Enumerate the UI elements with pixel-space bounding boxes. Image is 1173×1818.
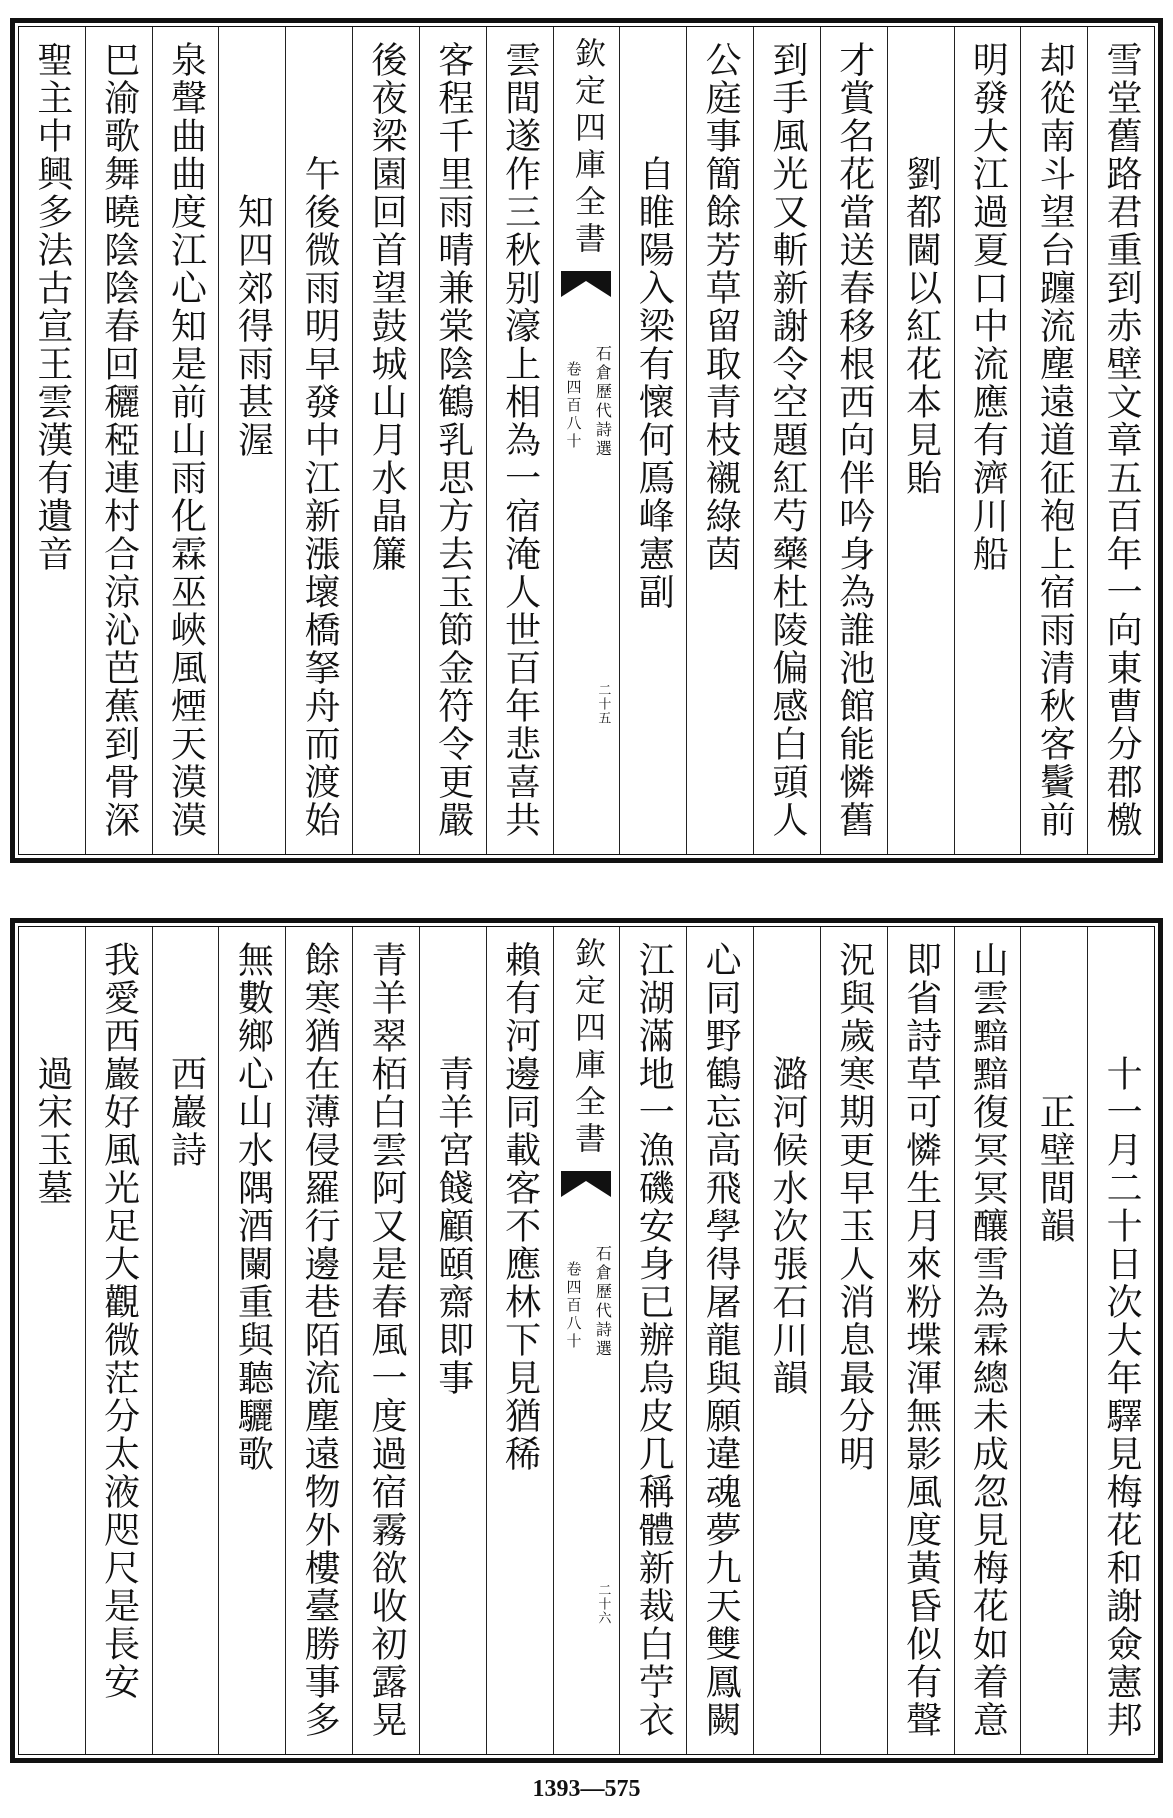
text-column (753, 927, 820, 1754)
text-column (352, 927, 419, 1754)
leaf-number: 二十五 (595, 683, 611, 725)
text-column (686, 27, 753, 854)
verse-column: 無數鄉心山水隅酒闌重與聽驪歌 (232, 941, 274, 1473)
poem-title-continuation: 正壁間韻 (1034, 1093, 1076, 1245)
volume-label: 卷四百八十 (564, 361, 583, 451)
verse-column: 即省詩草可憐生月來粉堞渾無影風度黃昏似有聲 (900, 941, 942, 1739)
verse-column: 客程千里雨晴兼棠陰鶴乳思方去玉節金符令更嚴 (432, 41, 474, 839)
fishtail-mark-icon (561, 271, 611, 297)
text-column (619, 27, 686, 854)
verse-column: 才賞名花當送春移根西向伴吟身為誰池館能憐舊 (833, 41, 875, 839)
verse-column: 明發大江過夏口中流應有濟川船 (967, 41, 1009, 573)
text-column (85, 927, 152, 1754)
verse-column: 雪堂舊路君重到赤壁文章五百年一向東曹分郡檄 (1101, 41, 1143, 839)
lower-leaf (10, 918, 1163, 1763)
work-title: 石倉歷代詩選 (593, 345, 613, 459)
text-column (1020, 927, 1087, 1754)
text-column (486, 927, 553, 1754)
fishtail-mark-icon (561, 1171, 611, 1197)
poem-title-column: 過宋玉墓 (31, 1055, 73, 1207)
text-column (285, 27, 352, 854)
center-fold-column (553, 27, 620, 854)
verse-column: 泉聲曲曲度江心知是前山雨化霖巫峽風煙天漠漠 (165, 41, 207, 839)
text-column (419, 927, 486, 1754)
poem-title-column: 自睢陽入梁有懷何鳫峰憲副 (633, 155, 675, 611)
text-column (85, 27, 152, 854)
text-column (19, 927, 85, 1754)
text-column (285, 927, 352, 1754)
verse-column: 巴渝歌舞曉陰陰春回穲稏連村合涼沁芭蕉到骨深 (98, 41, 140, 839)
verse-column: 青羊翠栢白雲阿又是春風一度過宿霧欲收初露晃 (365, 941, 407, 1739)
poem-title-column: 午後微雨明早發中江新漲壞橋拏舟而渡始 (299, 155, 341, 839)
verse-column: 況與歲寒期更早玉人消息最分明 (833, 941, 875, 1473)
verse-column: 公庭事簡餘芳草留取青枝襯綠茵 (700, 41, 742, 573)
center-fold-column (553, 927, 620, 1754)
verse-column: 賴有河邊同載客不應林下見猶稀 (499, 941, 541, 1473)
text-column (419, 27, 486, 854)
text-column (218, 27, 285, 854)
text-column (1087, 927, 1154, 1754)
collection-title: 欽定四庫全書 (568, 37, 605, 259)
verse-column: 江湖滿地一漁磯安身已辦烏皮几稱體新裁白苧衣 (633, 941, 675, 1739)
verse-column: 後夜梁園回首望鼓城山月水晶簾 (365, 41, 407, 573)
text-column (352, 27, 419, 854)
text-column (152, 27, 219, 854)
poem-title-column: 十一月二十日次大年驛見梅花和謝僉憲邦 (1101, 1055, 1143, 1739)
poem-title-column: 劉都閫以紅花本見貽 (900, 155, 942, 497)
text-column (753, 27, 820, 854)
verse-column: 却從南斗望台躔流塵遠道征袍上宿雨清秋客鬢前 (1034, 41, 1076, 839)
text-column (152, 927, 219, 1754)
poem-title-column: 潞河候水次張石川韻 (766, 1055, 808, 1397)
text-column (218, 927, 285, 1754)
poem-title-column: 青羊宮餞顧頤齋即事 (432, 1055, 474, 1397)
text-column (686, 927, 753, 1754)
text-column (887, 927, 954, 1754)
text-column (820, 927, 887, 1754)
text-frame (18, 926, 1155, 1755)
text-column (820, 27, 887, 854)
verse-column: 我愛西巖好風光足大觀微茫分太液咫尺是長安 (98, 941, 140, 1701)
text-column (486, 27, 553, 854)
verse-column: 心同野鶴忘高飛學得屠龍與願違魂夢九天雙鳳闕 (700, 941, 742, 1739)
text-column (954, 27, 1021, 854)
text-column (1020, 27, 1087, 854)
text-column (954, 927, 1021, 1754)
verse-column: 餘寒猶在薄侵羅行邊巷陌流塵遠物外樓臺勝事多 (299, 941, 341, 1739)
text-column (1087, 27, 1154, 854)
text-frame (18, 26, 1155, 855)
poem-title-column: 西巖詩 (165, 1055, 207, 1169)
collection-title: 欽定四庫全書 (568, 937, 605, 1159)
text-column (887, 27, 954, 854)
leaf-number: 二十六 (595, 1583, 611, 1625)
verse-column: 到手風光又斬新謝令空題紅芍藥杜陵偏感白頭人 (766, 41, 808, 839)
verse-column: 聖主中興多法古宣王雲漢有遺音 (31, 41, 73, 573)
volume-label: 卷四百八十 (564, 1261, 583, 1351)
upper-leaf (10, 18, 1163, 863)
page-number: 1393—575 (532, 1776, 641, 1802)
text-column (619, 927, 686, 1754)
verse-column: 山雲黯黯復冥冥釀雪為霖總未成忽見梅花如着意 (967, 941, 1009, 1739)
text-column (19, 27, 85, 854)
work-title: 石倉歷代詩選 (593, 1245, 613, 1359)
poem-title-continuation: 知四郊得雨甚渥 (232, 193, 274, 459)
verse-column: 雲間遂作三秋别濠上相為一宿淹人世百年悲喜共 (499, 41, 541, 839)
